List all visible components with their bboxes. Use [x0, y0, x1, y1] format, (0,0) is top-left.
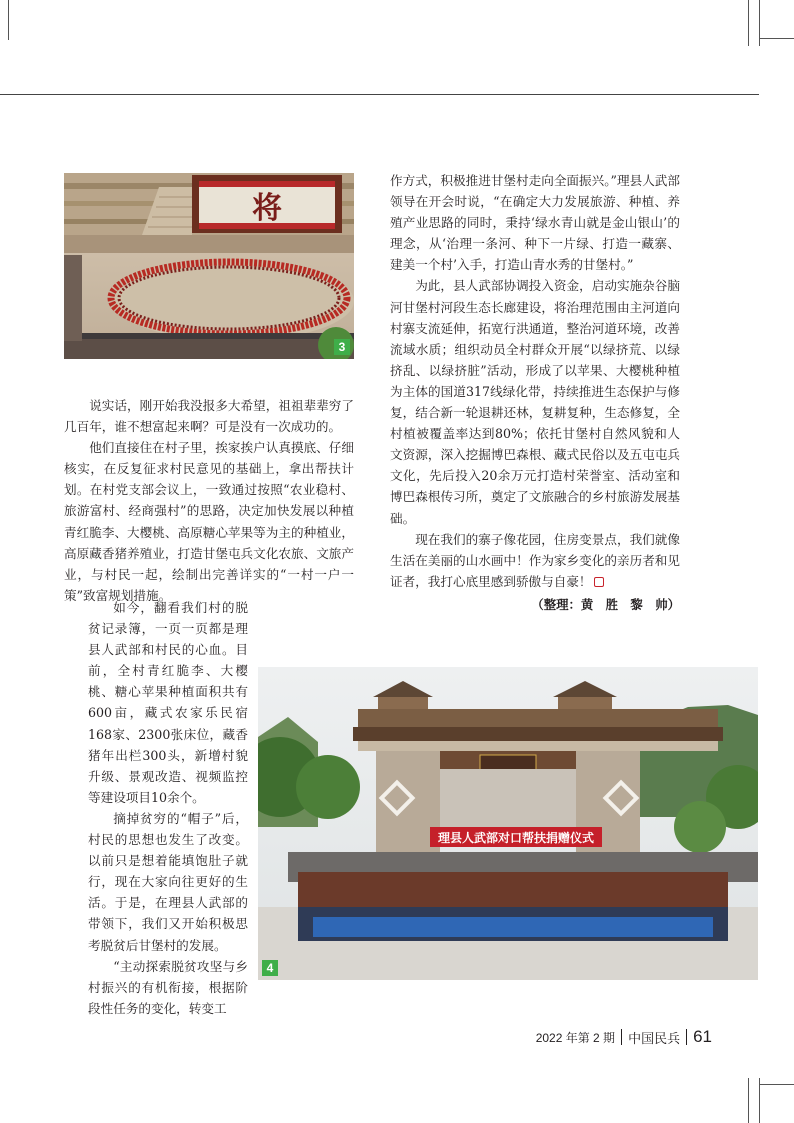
editor-credit: （整理：黄 胜 黎 帅） — [531, 596, 680, 612]
header-rule — [0, 94, 759, 95]
paragraph: 如今，翻看我们村的脱贫记录簿，一页一页都是理县人武部和村民的心血。目前，全村青红脆李、大樱桃、糖心苹果种植面积共有600亩，藏式农家乐民宿168家、2300张床位，藏香猪年出栏300头，新增村貌升级、景观改造、视频监控等建设项目10余个。 — [88, 600, 248, 805]
crop-mark — [759, 38, 794, 39]
paragraph: 说实话，刚开始我没报多大希望，祖祖辈辈穷了几百年，谁不想富起来啊？可是没有一次成功的。 — [64, 398, 354, 435]
photo-festival-dance-image — [64, 173, 354, 359]
footer-divider — [686, 1029, 687, 1045]
photo-number-badge: 3 — [334, 339, 350, 355]
photo-donation-ceremony-image — [258, 667, 758, 980]
photo-donation-ceremony — [258, 667, 758, 980]
crop-mark — [748, 0, 749, 46]
paragraph: “主动探索脱贫攻坚与乡村振兴的有机衔接，根据阶段性任务的变化，转变工 — [88, 958, 248, 1016]
crop-mark — [759, 0, 760, 46]
paragraph: 作方式，积极推进甘堡村走向全面振兴。”理县人武部领导在开会时说，“在确定大力发展旅游、种植、养殖产业思路的同时，秉持‘绿水青山就是金山银山’的理念，从‘治理一条河、种下一片绿、打造一藏寨、建美一个村’入手，打造山青水秀的甘堡村。” — [390, 173, 680, 273]
issue-label: 2022 年第 2 期 — [535, 1030, 616, 1045]
magazine-name: 中国民兵 — [628, 1031, 681, 1047]
paragraph-final — [390, 529, 680, 592]
photo-festival-dance — [64, 173, 354, 359]
paragraph-text: 现在我们的寨子像花园，住房变景点，我们就像生活在美丽的山水画中！作为家乡变化的亲历者和见证者，我打心底里感到骄傲与自豪！ — [390, 531, 680, 589]
end-mark-icon — [594, 577, 604, 587]
stage-sign-text: 将 — [252, 191, 282, 226]
paragraph: 他们直接住在村子里，挨家挨户认真摸底、仔细核实，在反复征求村民意见的基础上，拿出帮扶计划。在村党支部会议上，一致通过按照“农业稳村、旅游富村、经商强村”的思路，决定加快发展以种植青红脆李、大樱桃、高原糖心苹果等为主的种植业，高原藏香猪养殖业，打造甘堡屯兵文化农旅、文旅产业，与村民一起，绘制出完善详实的“一村一户一策”致富规划措施。 — [64, 440, 354, 603]
page-number: 61 — [693, 1027, 712, 1046]
ceremony-banner-text: 理县人武部对口帮扶捐赠仪式 — [437, 831, 595, 845]
photo-number-badge: 4 — [262, 960, 278, 976]
crop-mark — [748, 1078, 749, 1123]
paragraph: 摘掉贫穷的“帽子”后，村民的思想也发生了改变。以前只是想着能填饱肚子就行，现在大家向往更好的生活。于是，在理县人武部的带领下，我们又开始积极思考脱贫后甘堡村的发展。 — [88, 810, 248, 953]
crop-mark — [759, 1084, 794, 1085]
footer-divider — [621, 1029, 622, 1045]
paragraph: 为此，县人武部协调投入资金，启动实施杂谷脑河甘堡村河段生态长廊建设，将治理范围由主河道向村寨支流延伸，拓宽行洪通道，整治河道环境，改善流域水质；组织动员全村群众开展“以绿挤荒、以绿挤乱、以绿挤脏”活动，形成了以苹果、大樱桃种植为主体的国道317线绿化带，持续推进生态保护与修复，结合新一轮退耕还林，复耕复种，生态修复，全村植被覆盖率达到80%；依托甘堡村自然风貌和人文资源，深入挖掘博巴森根、藏式民俗以及五屯屯兵文化，先后投入20余万元打造村荣誉室、活动室和博巴森根传习所，奠定了文旅融合的乡村旅游发展基础。 — [390, 278, 680, 526]
article-column-b — [88, 597, 248, 1019]
page-footer — [536, 1027, 712, 1047]
article-column-c — [390, 170, 680, 615]
crop-mark — [8, 0, 9, 40]
article-column-a — [64, 395, 354, 606]
